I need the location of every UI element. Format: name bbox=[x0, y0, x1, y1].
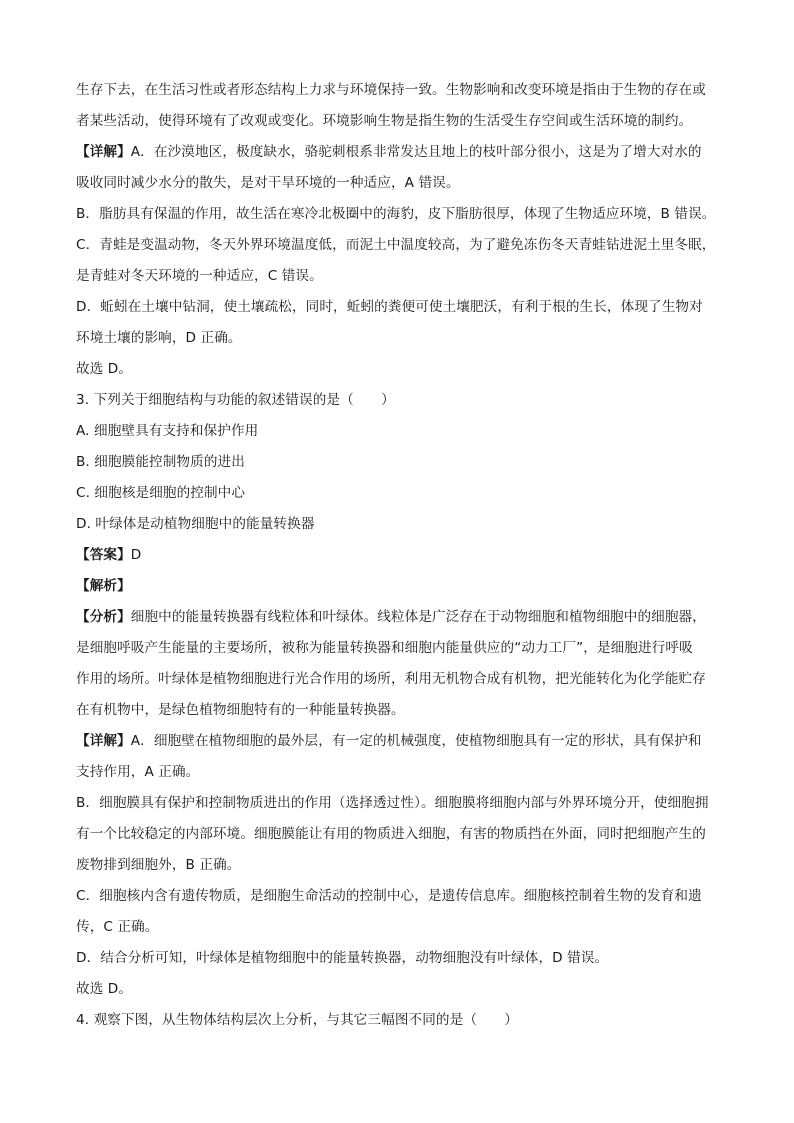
paragraph-text: 作用的场所。叶绿体是植物细胞进行光合作用的场所，利用无机物合成有机物，把光能转化为化学能贮存 bbox=[76, 671, 706, 687]
text-line bbox=[76, 638, 726, 658]
text-line bbox=[76, 235, 726, 255]
paragraph-text: A．在沙漠地区，极度缺水，骆驼刺根系非常发达且地上的枝叶部分很小，这是为了增大对水的 bbox=[130, 144, 702, 160]
paragraph-text: 传，C 正确。 bbox=[76, 919, 159, 935]
paragraph-text: 者某些活动，使得环境有了改观或变化。环境影响生物是指生物的生活受生存空间或生活环境的制约。 bbox=[76, 113, 693, 129]
text-line bbox=[76, 514, 726, 534]
text-line bbox=[76, 793, 726, 813]
text-line bbox=[76, 979, 726, 999]
text-line bbox=[76, 328, 726, 348]
text-line bbox=[76, 483, 726, 503]
paragraph-text: D. 叶绿体是动植物细胞中的能量转换器 bbox=[76, 516, 315, 532]
paragraph-text: 是细胞呼吸产生能量的主要场所，被称为能量转换器和细胞内能量供应的“动力工厂”，是细胞进行呼吸 bbox=[76, 640, 693, 656]
paragraph-text: 故选 D。 bbox=[76, 981, 133, 997]
paragraph-text: 细胞中的能量转换器有线粒体和叶绿体。线粒体是广泛存在于动物细胞和植物细胞中的细胞器， bbox=[130, 609, 706, 625]
text-line bbox=[76, 173, 726, 193]
text-line bbox=[76, 762, 726, 782]
text-line bbox=[76, 700, 726, 720]
text-line bbox=[76, 576, 726, 596]
text-line bbox=[76, 452, 726, 472]
section-tag: 【详解】 bbox=[76, 144, 131, 160]
text-line bbox=[76, 545, 726, 565]
paragraph-text: C. 细胞核是细胞的控制中心 bbox=[76, 485, 246, 501]
text-line bbox=[76, 1010, 726, 1030]
paragraph-text: 生存下去，在生活习性或者形态结构上力求与环境保持一致。生物影响和改变环境是指由于生物的存在或 bbox=[76, 82, 706, 98]
paragraph-text: 吸收同时减少水分的散失，是对干旱环境的一种适应，A 错误。 bbox=[76, 175, 460, 191]
text-line bbox=[76, 390, 726, 410]
text-line bbox=[76, 266, 726, 286]
paragraph-text: 废物排到细胞外，B 正确。 bbox=[76, 857, 241, 873]
section-tag: 【解析】 bbox=[76, 578, 131, 594]
text-line bbox=[76, 855, 726, 875]
section-tag: 【答案】 bbox=[76, 547, 131, 563]
text-line bbox=[76, 948, 726, 968]
document-page bbox=[76, 80, 726, 1041]
paragraph-text: A．细胞壁在植物细胞的最外层，有一定的机械强度，使植物细胞具有一定的形状，具有保护和 bbox=[130, 733, 702, 749]
text-line bbox=[76, 359, 726, 379]
paragraph-text: B. 细胞膜能控制物质的进出 bbox=[76, 454, 245, 470]
paragraph-text: 3. 下列关于细胞结构与功能的叙述错误的是（ ） bbox=[76, 392, 395, 408]
paragraph-text: D．蚯蚓在土壤中钻洞，使土壤疏松，同时，蚯蚓的粪便可使土壤肥沃，有利于根的生长，体现了生物对 bbox=[76, 299, 703, 315]
paragraph-text: D．结合分析可知，叶绿体是植物细胞中的能量转换器，动物细胞没有叶绿体，D 错误。 bbox=[76, 950, 609, 966]
paragraph-text: 故选 D。 bbox=[76, 361, 133, 377]
text-line bbox=[76, 421, 726, 441]
section-tag: 【详解】 bbox=[76, 733, 131, 749]
text-line bbox=[76, 204, 726, 224]
paragraph-text: B．细胞膜具有保护和控制物质进出的作用（选择透过性）。细胞膜将细胞内部与外界环境分开，使细胞拥 bbox=[76, 795, 709, 811]
paragraph-text: 环境土壤的影响，D 正确。 bbox=[76, 330, 242, 346]
text-line bbox=[76, 111, 726, 131]
text-line bbox=[76, 607, 726, 627]
text-line bbox=[76, 917, 726, 937]
paragraph-text: B．脂肪具有保温的作用，故生活在寒冷北极圈中的海豹，皮下脂肪很厚，体现了生物适应环境，B 错误。 bbox=[76, 206, 716, 222]
text-line bbox=[76, 142, 726, 162]
paragraph-text: 4. 观察下图，从生物体结构层次上分析，与其它三幅图不同的是（ ） bbox=[76, 1012, 519, 1028]
paragraph-text: A. 细胞壁具有支持和保护作用 bbox=[76, 423, 259, 439]
paragraph-text: D bbox=[130, 547, 142, 563]
text-line bbox=[76, 824, 726, 844]
paragraph-text: 在有机物中，是绿色植物细胞特有的一种能量转换器。 bbox=[76, 702, 405, 718]
paragraph-text: C．细胞核内含有遗传物质，是细胞生命活动的控制中心，是遗传信息库。细胞核控制着生物的发育和遗 bbox=[76, 888, 702, 904]
section-tag: 【分析】 bbox=[76, 609, 131, 625]
paragraph-text: 支持作用，A 正确。 bbox=[76, 764, 200, 780]
text-line bbox=[76, 297, 726, 317]
paragraph-text: C．青蛙是变温动物，冬天外界环境温度低，而泥土中温度较高，为了避免冻伤冬天青蛙钻进泥土里冬眠， bbox=[76, 237, 716, 253]
paragraph-text: 有一个比较稳定的内部环境。细胞膜能让有用的物质进入细胞，有害的物质挡在外面，同时把细胞产生的 bbox=[76, 826, 706, 842]
text-line bbox=[76, 669, 726, 689]
paragraph-text: 是青蛙对冬天环境的一种适应，C 错误。 bbox=[76, 268, 323, 284]
text-line bbox=[76, 731, 726, 751]
text-line bbox=[76, 886, 726, 906]
text-line bbox=[76, 80, 726, 100]
